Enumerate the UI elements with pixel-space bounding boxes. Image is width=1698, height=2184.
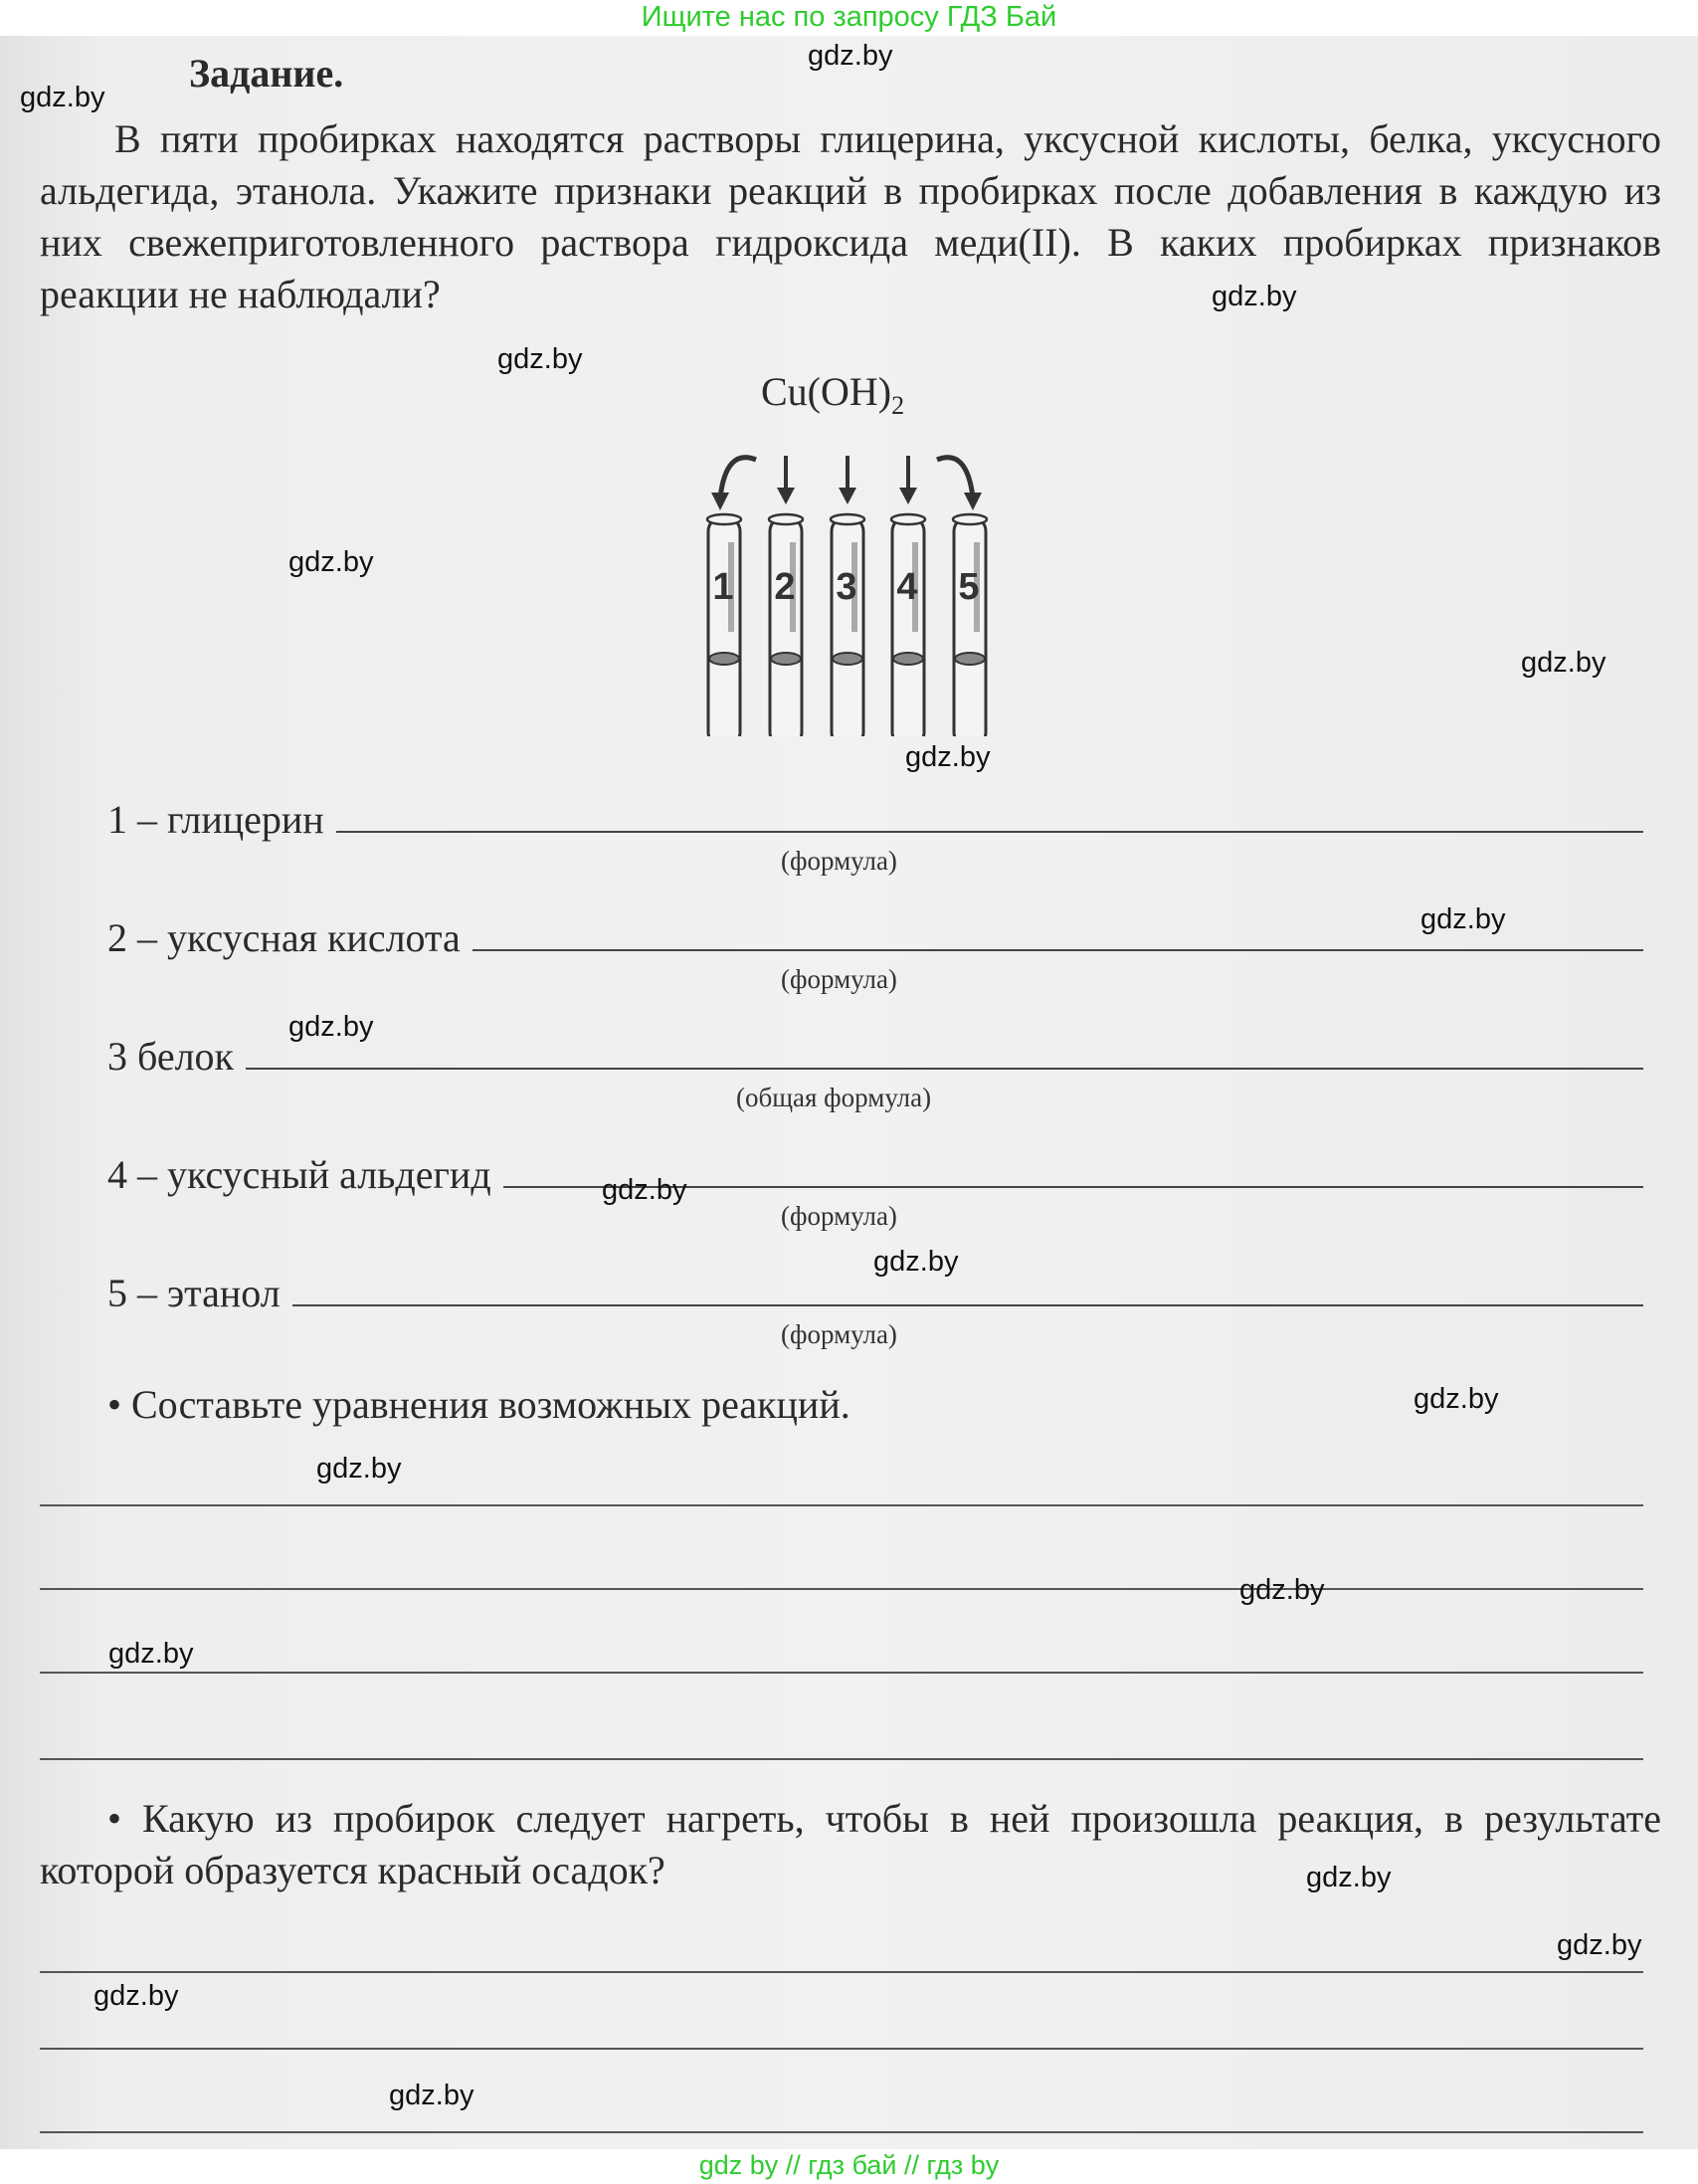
substance-name: 1 – глицерин [107, 797, 324, 842]
watermark: gdz.by [1414, 1383, 1499, 1415]
formula-caption: (формула) [781, 964, 897, 994]
tube-rim [831, 514, 864, 524]
footer-banner [0, 2149, 1698, 2184]
curved-arrow-right [937, 458, 973, 497]
watermark: gdz.by [905, 741, 991, 773]
answer-line[interactable] [336, 831, 1643, 833]
tube-rim [769, 514, 803, 524]
tube-number: 3 [836, 566, 857, 608]
task-text: В пяти пробирках находятся растворы глицерина, уксусной кислоты, белка, уксусного альдегида, этанола. Укажите признаки реакций в пробирках после добавления в каждую из них свежеприготовленного раствора гидроксида меди(II). В каких пробирках признаков реакции не наблюдали? [40, 116, 1661, 316]
substance-name: 5 – этанол [107, 1271, 281, 1315]
answer-line[interactable] [40, 1504, 1643, 1506]
liquid-level [709, 653, 739, 665]
formula-caption: (формула) [781, 1319, 897, 1349]
substance-name: 3 белок [107, 1034, 234, 1079]
answer-line[interactable] [40, 2048, 1643, 2050]
formula-caption: (формула) [781, 1201, 897, 1231]
tube-number: 1 [712, 566, 734, 608]
watermark: gdz.by [873, 1246, 959, 1278]
arrowhead [899, 488, 917, 504]
watermark: gdz.by [20, 82, 105, 113]
reagent-subscript: 2 [891, 391, 905, 420]
arrowhead [711, 493, 729, 510]
substance-item [107, 914, 1643, 961]
test-tube [832, 517, 863, 736]
watermark: gdz.by [1306, 1862, 1392, 1893]
tubes-drawing [686, 368, 1005, 736]
test-tube [954, 517, 986, 736]
liquid-level [955, 653, 985, 665]
watermark: gdz.by [1212, 281, 1297, 312]
answer-line[interactable] [472, 949, 1643, 951]
watermark: gdz.by [1521, 647, 1606, 679]
formula-caption: (формула) [781, 846, 897, 876]
answer-line[interactable] [40, 1588, 1643, 1590]
tube-number: 5 [958, 566, 980, 608]
answer-line[interactable] [246, 1068, 1643, 1070]
bullet-heating-question: • Какую из пробирок следует нагреть, чтобы в ней произошла реакция, в результате которой образуется красный осадок? [40, 1796, 1661, 1892]
watermark: gdz.by [288, 1011, 374, 1043]
task-heading: Задание. [189, 51, 344, 96]
tube-rim [707, 514, 741, 524]
liquid-level [893, 653, 923, 665]
answer-line[interactable] [40, 1971, 1643, 1973]
tube-number: 4 [896, 566, 918, 608]
footer-text: gdz by // гдз бай // гдз by [698, 2150, 1000, 2180]
liquid-level [833, 653, 862, 665]
substance-item [107, 796, 1643, 843]
bullet-equations: • Составьте уравнения возможных реакций. [107, 1382, 850, 1427]
substance-name: 2 – уксусная кислота [107, 915, 461, 960]
arrowhead [777, 488, 795, 504]
watermark: gdz.by [288, 546, 374, 578]
test-tube [892, 517, 924, 736]
watermark: gdz.by [316, 1453, 402, 1485]
answer-line[interactable] [40, 2131, 1643, 2133]
reagent-text: Cu(OH) [761, 369, 892, 414]
search-banner [0, 0, 1698, 36]
watermark: gdz.by [1239, 1574, 1325, 1606]
answer-line[interactable] [292, 1304, 1643, 1306]
answer-line[interactable] [40, 1672, 1643, 1674]
watermark: gdz.by [94, 1980, 179, 2012]
watermark: gdz.by [1557, 1929, 1642, 1961]
watermark: gdz.by [602, 1174, 687, 1206]
tube-rim [953, 514, 987, 524]
arrowhead [964, 493, 982, 510]
test-tubes-figure [686, 368, 1005, 736]
answer-line[interactable] [40, 1758, 1643, 1760]
liquid-level [771, 653, 801, 665]
banner-text: Ищите нас по запросу ГДЗ Бай [641, 1, 1057, 33]
tube-number: 2 [774, 566, 796, 608]
watermark: gdz.by [497, 343, 583, 375]
test-tube [708, 517, 740, 736]
watermark: gdz.by [808, 40, 893, 72]
arrowhead [839, 488, 856, 504]
watermark: gdz.by [1420, 903, 1506, 935]
curved-arrow-left [720, 458, 756, 497]
watermark: gdz.by [108, 1638, 194, 1670]
test-tube [770, 517, 802, 736]
watermark: gdz.by [389, 2080, 474, 2111]
substance-name: 4 – уксусный альдегид [107, 1152, 491, 1197]
formula-caption: (общая формула) [736, 1083, 932, 1112]
tube-rim [891, 514, 925, 524]
substance-item [107, 1151, 1643, 1198]
